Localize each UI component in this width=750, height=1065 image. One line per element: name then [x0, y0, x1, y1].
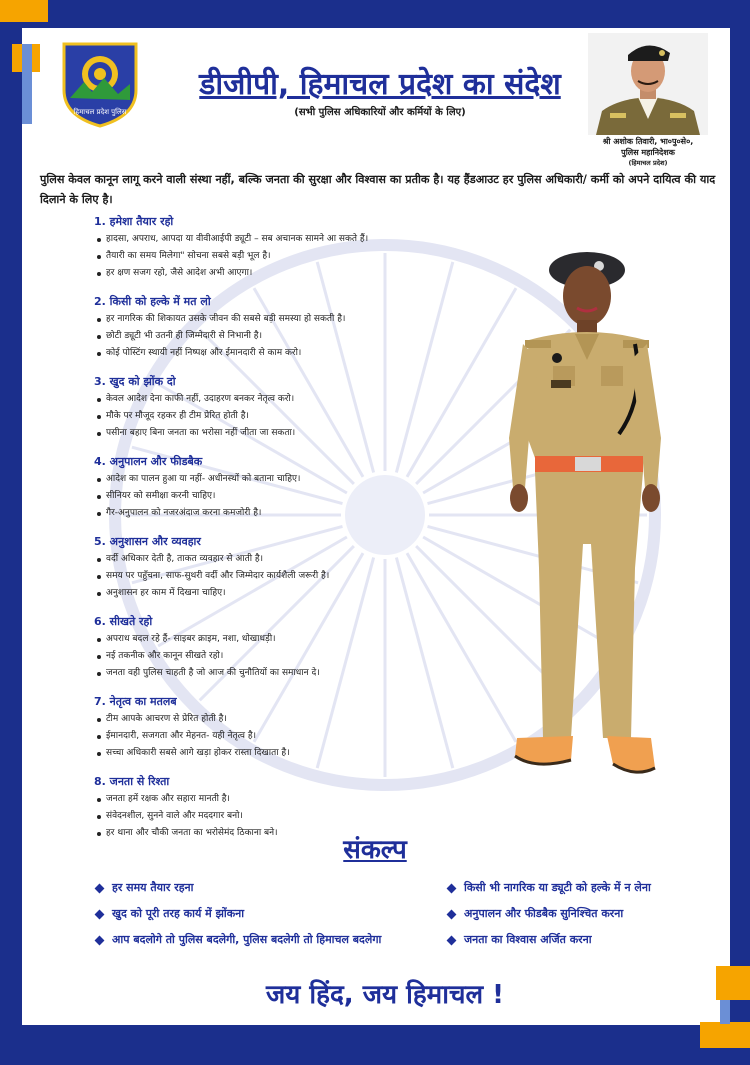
list-item: समय पर पहुँचना, साफ-सुथरी वर्दी और जिम्मेदार कार्यशैली जरूरी है। [94, 568, 494, 585]
decor-orange-square [700, 1022, 750, 1048]
officer-caption [582, 136, 714, 169]
list-item: वर्दी अधिकार देती है, ताकत व्यवहार से आती है। [94, 551, 494, 568]
section-heading: 4. अनुपालन और फीडबैक [94, 455, 203, 468]
page-title: डीजीपी, हिमाचल प्रदेश का संदेश [199, 67, 561, 102]
section-5 [94, 533, 494, 613]
police-logo [60, 38, 140, 128]
pledge-item [448, 932, 592, 948]
diamond-bullet-icon [95, 909, 105, 919]
pledge-text: किसी भी नागरिक या ड्यूटी को हल्के में न लेना [464, 881, 651, 894]
pledge-item [96, 932, 381, 948]
list-item: अपराध बदल रहे हैं- साइबर क्राइम, नशा, धोखाधड़ी। [94, 631, 494, 648]
officer-state: (हिमाचल प्रदेश) [628, 159, 668, 167]
pledge-text: हर समय तैयार रहना [112, 881, 194, 894]
list-item: हादसा, अपराध, आपदा या वीवीआईपी ड्यूटी – सब अचानक सामने आ सकते हैं। [94, 231, 494, 248]
section-7 [94, 693, 494, 773]
section-heading: 2. किसी को हल्के में मत लो [94, 295, 211, 308]
list-item: नई तकनीक और कानून सीखते रहो। [94, 648, 494, 665]
pledge-text: अनुपालन और फीडबैक सुनिश्चित करना [464, 907, 624, 920]
section-points [94, 231, 494, 282]
pledge-text: खुद को पूरी तरह कार्य में झोंकना [112, 907, 245, 920]
section-points [94, 551, 494, 602]
section-heading: 3. खुद को झोंक दो [94, 375, 176, 388]
section-points [94, 471, 494, 522]
list-item: हर क्षण सजग रहो, जैसे आदेश अभी आएगा। [94, 265, 494, 282]
list-item: जनता हमें रक्षक और सहारा मानती है। [94, 791, 494, 808]
section-heading: 6. सीखते रहो [94, 615, 153, 628]
list-item: हर नागरिक की शिकायत उसके जीवन की सबसे बड़ी समस्या हो सकती है। [94, 311, 494, 328]
section-heading: 5. अनुशासन और व्यवहार [94, 535, 201, 548]
police-officer-illustration [495, 248, 675, 793]
logo-text: हिमाचल प्रदेश पुलिस [73, 108, 127, 116]
list-item: गैर-अनुपालन को नजरअंदाज करना कमजोरी है। [94, 505, 494, 522]
frame-top [0, 0, 750, 28]
footer-slogan: जय हिंद, जय हिमाचल ! [266, 980, 504, 1010]
frame-right [730, 0, 750, 1065]
decor-orange-square [716, 966, 750, 1000]
section-points [94, 391, 494, 442]
section-points [94, 631, 494, 682]
pledge-item [448, 880, 651, 896]
pledge-text: आप बदलोगे तो पुलिस बदलेगी, पुलिस बदलेगी तो हिमाचल बदलेगा [112, 933, 382, 946]
section-heading: 8. जनता से रिश्ता [94, 775, 170, 788]
section-points [94, 711, 494, 762]
section-heading: 7. नेतृत्व का मतलब [94, 695, 177, 708]
section-2 [94, 293, 494, 373]
list-item: सीनियर को समीक्षा करनी चाहिए। [94, 488, 494, 505]
list-item: आदेश का पालन हुआ या नहीं- अधीनस्थों को बताना चाहिए। [94, 471, 494, 488]
guideline-sections [94, 213, 494, 853]
list-item: सच्चा अधिकारी सबसे आगे खड़ा होकर रास्ता दिखाता है। [94, 745, 494, 762]
decor-orange-square [0, 0, 48, 22]
pledge-item [96, 906, 244, 922]
frame-left [0, 0, 22, 1065]
list-item: जनता वही पुलिस चाहती है जो आज की चुनौतियों का समाधान दे। [94, 665, 494, 682]
list-item: कोई पोस्टिंग स्थायी नहीं निष्पक्ष और ईमानदारी से काम करो। [94, 345, 494, 362]
officer-name: श्री अशोक तिवारी, भा०पु०से०, [602, 137, 694, 146]
list-item: पसीना बहाए बिना जनता का भरोसा नहीं जीता जा सकता। [94, 425, 494, 442]
pledge-text: जनता का विश्वास अर्जित करना [464, 933, 592, 946]
pledge-item [448, 906, 623, 922]
section-1 [94, 213, 494, 293]
officer-photo [588, 33, 708, 135]
section-3 [94, 373, 494, 453]
list-item: अनुशासन हर काम में दिखना चाहिए। [94, 585, 494, 602]
diamond-bullet-icon [447, 935, 457, 945]
list-item: तैयारी का समय मिलेगा" सोचना सबसे बड़ी भूल है। [94, 248, 494, 265]
diamond-bullet-icon [447, 883, 457, 893]
page-subtitle: (सभी पुलिस अधिकारियों और कर्मियों के लिए) [294, 107, 466, 118]
list-item: छोटी ड्यूटी भी उतनी ही जिम्मेदारी से निभानी है। [94, 328, 494, 345]
decor-blue-bar [720, 1000, 730, 1024]
section-heading: 1. हमेशा तैयार रहो [94, 215, 174, 228]
section-6 [94, 613, 494, 693]
intro-paragraph: पुलिस केवल कानून लागू करने वाली संस्था नहीं, बल्कि जनता की सुरक्षा और विश्वास का प्रतीक है। यह हैंडआउट हर पुलिस अधिकारी/ कर्मी को अपने दायित्व की याद दिलाने के लिए है। [40, 173, 716, 206]
list-item: संवेदनशील, सुनने वाले और मददगार बनो। [94, 808, 494, 825]
list-item: केवल आदेश देना काफी नहीं, उदाहरण बनकर नेतृत्व करो। [94, 391, 494, 408]
list-item: ईमानदारी, सजगता और मेहनत- यही नेतृत्व है। [94, 728, 494, 745]
list-item: हर थाना और चौकी जनता का भरोसेमंद ठिकाना बने। [94, 825, 494, 842]
section-points [94, 311, 494, 362]
list-item: मौके पर मौजूद रहकर ही टीम प्रेरित होती है। [94, 408, 494, 425]
diamond-bullet-icon [95, 883, 105, 893]
section-4 [94, 453, 494, 533]
officer-designation: पुलिस महानिदेशक [621, 148, 675, 157]
diamond-bullet-icon [95, 935, 105, 945]
list-item: टीम आपके आचरण से प्रेरित होती है। [94, 711, 494, 728]
sankalp-title: संकल्प [343, 835, 407, 865]
diamond-bullet-icon [447, 909, 457, 919]
pledge-item [96, 880, 194, 896]
frame-bottom [0, 1025, 750, 1065]
decor-blue-bar [22, 44, 32, 124]
